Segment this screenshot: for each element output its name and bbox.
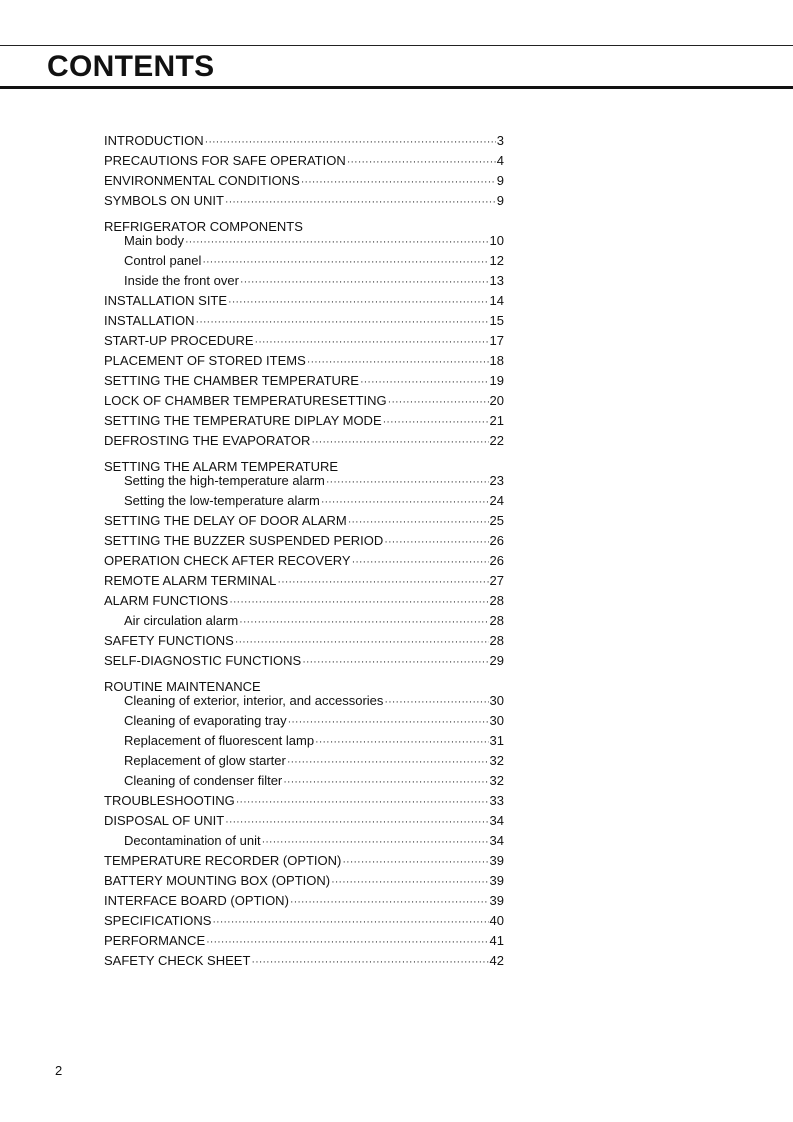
- toc-entry[interactable]: [104, 511, 504, 531]
- toc-entry-page: 9: [496, 173, 504, 188]
- toc-leader-dots: [383, 412, 489, 432]
- toc-entry-title: LOCK OF CHAMBER TEMPERATURESETTING: [104, 393, 387, 408]
- toc-entry-title: SETTING THE BUZZER SUSPENDED PERIOD: [104, 533, 384, 548]
- toc-leader-dots: [315, 732, 488, 752]
- toc-entry[interactable]: [104, 931, 504, 951]
- toc-entry[interactable]: [104, 551, 504, 571]
- toc-entry-page: 15: [489, 313, 504, 328]
- toc-leader-dots: [225, 812, 488, 832]
- toc-leader-dots: [290, 892, 489, 912]
- toc-entry-page: 28: [489, 613, 504, 628]
- toc-entry[interactable]: [104, 131, 504, 151]
- toc-entry-page: 14: [489, 293, 504, 308]
- toc-leader-dots: [348, 512, 489, 532]
- toc-leader-dots: [311, 432, 488, 452]
- toc-leader-dots: [331, 872, 488, 892]
- toc-entry-page: 31: [489, 733, 504, 748]
- toc-leader-dots: [212, 912, 488, 932]
- toc-entry-title: INTRODUCTION: [104, 133, 204, 148]
- toc-entry[interactable]: [104, 531, 504, 551]
- toc-entry[interactable]: [104, 791, 504, 811]
- toc-entry-title: REFRIGERATOR COMPONENTS: [104, 219, 303, 234]
- toc-entry-title: Replacement of glow starter: [124, 753, 286, 768]
- toc-leader-dots: [205, 132, 496, 152]
- toc-subentry[interactable]: [104, 251, 504, 271]
- toc-entry[interactable]: [104, 291, 504, 311]
- toc-leader-dots: [196, 312, 489, 332]
- toc-entry[interactable]: [104, 171, 504, 191]
- toc-entry[interactable]: [104, 391, 504, 411]
- toc-entry-title: Setting the low-temperature alarm: [124, 493, 320, 508]
- toc-leader-dots: [228, 292, 488, 312]
- toc-entry-page: 24: [489, 493, 504, 508]
- toc-entry-page: 33: [489, 793, 504, 808]
- toc-subentry[interactable]: [104, 471, 504, 491]
- toc-entry-page: 12: [489, 253, 504, 268]
- toc-leader-dots: [360, 372, 489, 392]
- toc-entry-title: INSTALLATION SITE: [104, 293, 228, 308]
- toc-subentry[interactable]: [104, 491, 504, 511]
- toc-entry-page: 10: [489, 233, 504, 248]
- toc-leader-dots: [347, 152, 496, 172]
- toc-entry-page: 30: [489, 693, 504, 708]
- toc-leader-dots: [384, 692, 488, 712]
- toc-entry[interactable]: [104, 571, 504, 591]
- toc-entry-title: Setting the high-temperature alarm: [124, 473, 325, 488]
- toc-entry-page: 23: [489, 473, 504, 488]
- toc-entry[interactable]: [104, 431, 504, 451]
- toc-entry-title: TEMPERATURE RECORDER (OPTION): [104, 853, 342, 868]
- title-underline: [0, 86, 793, 89]
- toc-leader-dots: [321, 492, 489, 512]
- toc-entry-title: REMOTE ALARM TERMINAL: [104, 573, 277, 588]
- toc-entry[interactable]: [104, 651, 504, 671]
- toc-entry[interactable]: [104, 191, 504, 211]
- toc-subentry[interactable]: [104, 691, 504, 711]
- toc-leader-dots: [326, 472, 489, 492]
- toc-leader-dots: [287, 752, 489, 772]
- toc-subentry[interactable]: [104, 711, 504, 731]
- toc-leader-dots: [236, 792, 489, 812]
- toc-entry-title: SETTING THE DELAY OF DOOR ALARM: [104, 513, 347, 528]
- toc-leader-dots: [388, 392, 489, 412]
- toc-entry-page: 32: [489, 753, 504, 768]
- page-number: 2: [55, 1063, 63, 1078]
- toc-entry[interactable]: [104, 351, 504, 371]
- toc-leader-dots: [251, 952, 488, 972]
- toc-entry-title: START-UP PROCEDURE: [104, 333, 254, 348]
- toc-entry-page: 28: [489, 593, 504, 608]
- toc-entry[interactable]: [104, 411, 504, 431]
- toc-entry-page: 27: [489, 573, 504, 588]
- toc-entry-title: INTERFACE BOARD (OPTION): [104, 893, 289, 908]
- toc-entry-title: PERFORMANCE: [104, 933, 206, 948]
- toc-leader-dots: [384, 532, 488, 552]
- toc-leader-dots: [283, 772, 488, 792]
- toc-subentry[interactable]: [104, 271, 504, 291]
- toc-leader-dots: [235, 632, 489, 652]
- toc-entry[interactable]: [104, 851, 504, 871]
- toc-entry-page: 19: [489, 373, 504, 388]
- toc-subentry[interactable]: [104, 231, 504, 251]
- toc-leader-dots: [304, 211, 503, 231]
- toc-entry[interactable]: [104, 371, 504, 391]
- toc-entry[interactable]: [104, 451, 504, 474]
- toc-entry-title: SAFETY CHECK SHEET: [104, 953, 251, 968]
- toc-entry[interactable]: [104, 671, 504, 694]
- toc-entry-title: SELF-DIAGNOSTIC FUNCTIONS: [104, 653, 302, 668]
- toc-entry-page: 13: [489, 273, 504, 288]
- toc-entry[interactable]: [104, 811, 504, 831]
- toc-subentry[interactable]: [104, 731, 504, 751]
- toc-entry-title: Cleaning of evaporating tray: [124, 713, 287, 728]
- toc-entry-title: Replacement of fluorescent lamp: [124, 733, 315, 748]
- toc-entry-page: 39: [489, 853, 504, 868]
- toc-leader-dots: [202, 252, 488, 272]
- toc-leader-dots: [185, 232, 489, 252]
- toc-entry[interactable]: [104, 311, 504, 331]
- toc-leader-dots: [225, 192, 496, 212]
- toc-entry[interactable]: [104, 911, 504, 931]
- toc-entry-page: 4: [496, 153, 504, 168]
- toc-entry-title: ROUTINE MAINTENANCE: [104, 679, 261, 694]
- toc-leader-dots: [352, 552, 489, 572]
- toc-entry-title: SAFETY FUNCTIONS: [104, 633, 234, 648]
- toc-leader-dots: [342, 852, 488, 872]
- toc-entry[interactable]: [104, 211, 504, 234]
- toc-entry-page: 39: [489, 893, 504, 908]
- toc-subentry[interactable]: [104, 771, 504, 791]
- table-of-contents: [104, 131, 504, 971]
- toc-entry-title: Decontamination of unit: [124, 833, 261, 848]
- toc-entry-title: PLACEMENT OF STORED ITEMS: [104, 353, 306, 368]
- toc-entry-title: SETTING THE ALARM TEMPERATURE: [104, 459, 339, 474]
- toc-entry-page: 26: [489, 533, 504, 548]
- toc-entry[interactable]: [104, 151, 504, 171]
- toc-entry-page: 30: [489, 713, 504, 728]
- toc-entry[interactable]: [104, 871, 504, 891]
- toc-leader-dots: [262, 671, 503, 691]
- toc-entry-page: 22: [489, 433, 504, 448]
- toc-entry-page: 17: [489, 333, 504, 348]
- toc-entry-page: 26: [489, 553, 504, 568]
- toc-entry-page: 34: [489, 833, 504, 848]
- toc-entry-page: 41: [489, 933, 504, 948]
- toc-leader-dots: [206, 932, 488, 952]
- top-rule: [0, 45, 793, 46]
- toc-entry-page: 21: [489, 413, 504, 428]
- toc-entry-title: ENVIRONMENTAL CONDITIONS: [104, 173, 300, 188]
- toc-entry-title: SPECIFICATIONS: [104, 913, 212, 928]
- toc-entry-title: PRECAUTIONS FOR SAFE OPERATION: [104, 153, 346, 168]
- toc-entry-title: TROUBLESHOOTING: [104, 793, 235, 808]
- toc-entry[interactable]: [104, 591, 504, 611]
- toc-entry-page: 9: [496, 193, 504, 208]
- toc-leader-dots: [262, 832, 489, 852]
- page-title: CONTENTS: [47, 50, 215, 83]
- toc-leader-dots: [288, 712, 489, 732]
- toc-entry-title: BATTERY MOUNTING BOX (OPTION): [104, 873, 331, 888]
- toc-subentry[interactable]: [104, 611, 504, 631]
- toc-leader-dots: [240, 272, 489, 292]
- toc-entry-title: Control panel: [124, 253, 202, 268]
- toc-entry-title: Cleaning of exterior, interior, and accessories: [124, 693, 384, 708]
- toc-entry-title: SETTING THE CHAMBER TEMPERATURE: [104, 373, 359, 388]
- toc-entry[interactable]: [104, 891, 504, 911]
- toc-leader-dots: [302, 652, 488, 672]
- toc-entry-title: Main body: [124, 233, 184, 248]
- toc-entry-page: 34: [489, 813, 504, 828]
- toc-entry[interactable]: [104, 631, 504, 651]
- toc-leader-dots: [239, 612, 488, 632]
- toc-leader-dots: [301, 172, 496, 192]
- toc-leader-dots: [339, 451, 503, 471]
- toc-entry-page: 25: [489, 513, 504, 528]
- toc-entry-title: OPERATION CHECK AFTER RECOVERY: [104, 553, 351, 568]
- toc-entry-page: 40: [489, 913, 504, 928]
- toc-entry-page: 32: [489, 773, 504, 788]
- toc-entry-page: 39: [489, 873, 504, 888]
- toc-entry-page: 20: [489, 393, 504, 408]
- toc-subentry[interactable]: [104, 751, 504, 771]
- toc-entry-title: SYMBOLS ON UNIT: [104, 193, 224, 208]
- toc-entry[interactable]: [104, 951, 504, 971]
- toc-leader-dots: [307, 352, 489, 372]
- toc-entry-page: 3: [496, 133, 504, 148]
- toc-leader-dots: [255, 332, 489, 352]
- toc-entry-title: INSTALLATION: [104, 313, 195, 328]
- toc-entry[interactable]: [104, 331, 504, 351]
- toc-entry-title: Air circulation alarm: [124, 613, 239, 628]
- toc-entry-title: Inside the front over: [124, 273, 239, 288]
- toc-entry-title: DISPOSAL OF UNIT: [104, 813, 225, 828]
- toc-entry-title: ALARM FUNCTIONS: [104, 593, 229, 608]
- toc-entry-title: SETTING THE TEMPERATURE DIPLAY MODE: [104, 413, 382, 428]
- toc-entry-title: DEFROSTING THE EVAPORATOR: [104, 433, 311, 448]
- toc-entry-page: 18: [489, 353, 504, 368]
- toc-leader-dots: [277, 572, 488, 592]
- toc-subentry[interactable]: [104, 831, 504, 851]
- toc-entry-page: 42: [489, 953, 504, 968]
- toc-entry-page: 28: [489, 633, 504, 648]
- toc-entry-page: 29: [489, 653, 504, 668]
- toc-leader-dots: [229, 592, 488, 612]
- toc-entry-title: Cleaning of condenser filter: [124, 773, 283, 788]
